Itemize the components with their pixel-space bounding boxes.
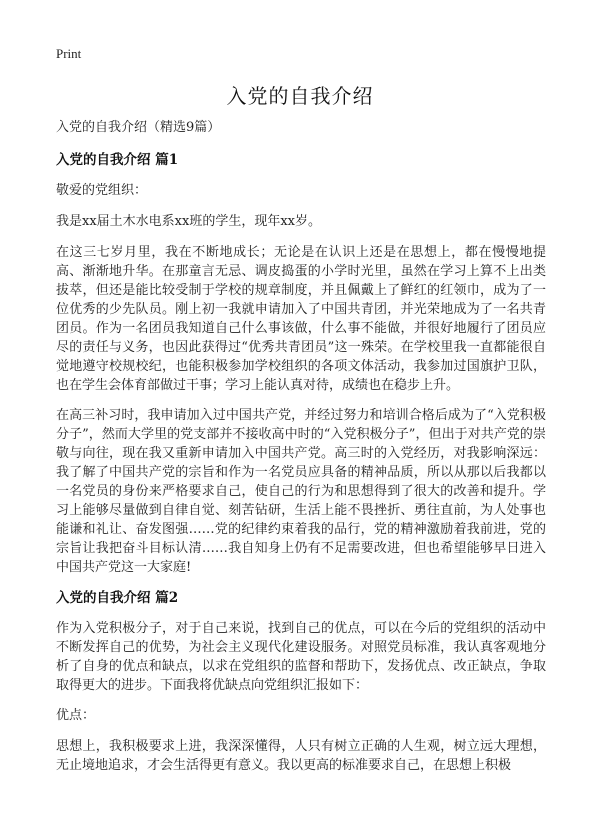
salutation: 敬爱的党组织： <box>56 183 148 198</box>
section-2 <box>56 588 546 775</box>
paragraph: 在高三补习时，我申请加入过中国共产党，并经过努力和培训合格后成为了“入党积极分子”，然而大学里的党支部并不接收高中时的“入党积极分子”，但出于对共产党的崇敬与向往，现在我又重新申请加入中国共产党。高三时的入党经历，对我影响深远：我了解了中国共产党的宗旨和作为一名党员应具备的精神品质，所以从那以后我都以一名党员的身份来严格要求自己，使自己的行为和思想得到了很大的改善和提升。学习上能够尽量做到自律自觉、刻苦钻研，生活上能不畏挫折、勇往直前，为人处事也能谦和礼让、奋发图强……党的纪律约束着我的品行，党的精神激励着我前进，党的宗旨让我把奋斗目标认清……我自知身上仍有不足需要改进，但也希望能够早日进入中国共产党这一大家庭! <box>56 408 546 575</box>
paragraph: 优点： <box>56 708 96 723</box>
paragraph: 我是xx届土木水电系xx班的学生，现年xx岁。 <box>56 214 321 229</box>
page-title: 入党的自我介绍 <box>226 84 374 108</box>
section-1 <box>56 150 546 577</box>
paragraph: 在这三七岁月里，我在不断地成长；无论是在认识上还是在思想上，都在慢慢地提高、渐渐地升华。在那童言无忌、调皮捣蛋的小学时光里，虽然在学习上算不上出类拔萃，但还是能比较受制于学校的规章制度，并且佩戴上了鲜红的红领巾，成为了一位优秀的少先队员。刚上初一我就申请加入了中国共青团，并光荣地成为了一名共青团员。作为一名团员我知道自己什么事该做，什么事不能做，并很好地履行了团员应尽的责任与义务，也因此获得过“优秀共青团员”这一殊荣。在学校里我一直都能很自觉地遵守校规校纪，也能积极参加学校组织的各项文体活动，我参加过国旗护卫队，也在学生会体育部做过干事；学习上能认真对待，成绩也在稳步上升。 <box>56 245 546 393</box>
paragraph: 思想上，我积极要求上进，我深深懂得，人只有树立正确的人生观，树立远大理想，无止境地追求，才会生活得更有意义。我以更高的标准要求自己，在思想上积极 <box>56 739 546 773</box>
section-heading: 入党的自我介绍 篇2 <box>56 590 179 606</box>
document-subtitle: 入党的自我介绍（精选9篇） <box>56 120 221 135</box>
paragraph: 作为入党积极分子，对于自己来说，找到自己的优点，可以在今后的党组织的活动中不断发挥自己的优势，为社会主义现代化建设服务。对照党员标准，我认真客观地分析了自身的优点和缺点，以求在党组织的监督和帮助下，发扬优点、改正缺点，争取取得更大的进步。下面我将优缺点向党组织汇报如下： <box>56 621 546 693</box>
print-link[interactable]: Print <box>56 46 82 61</box>
document-body <box>56 118 546 786</box>
section-heading: 入党的自我介绍 篇1 <box>56 152 179 168</box>
